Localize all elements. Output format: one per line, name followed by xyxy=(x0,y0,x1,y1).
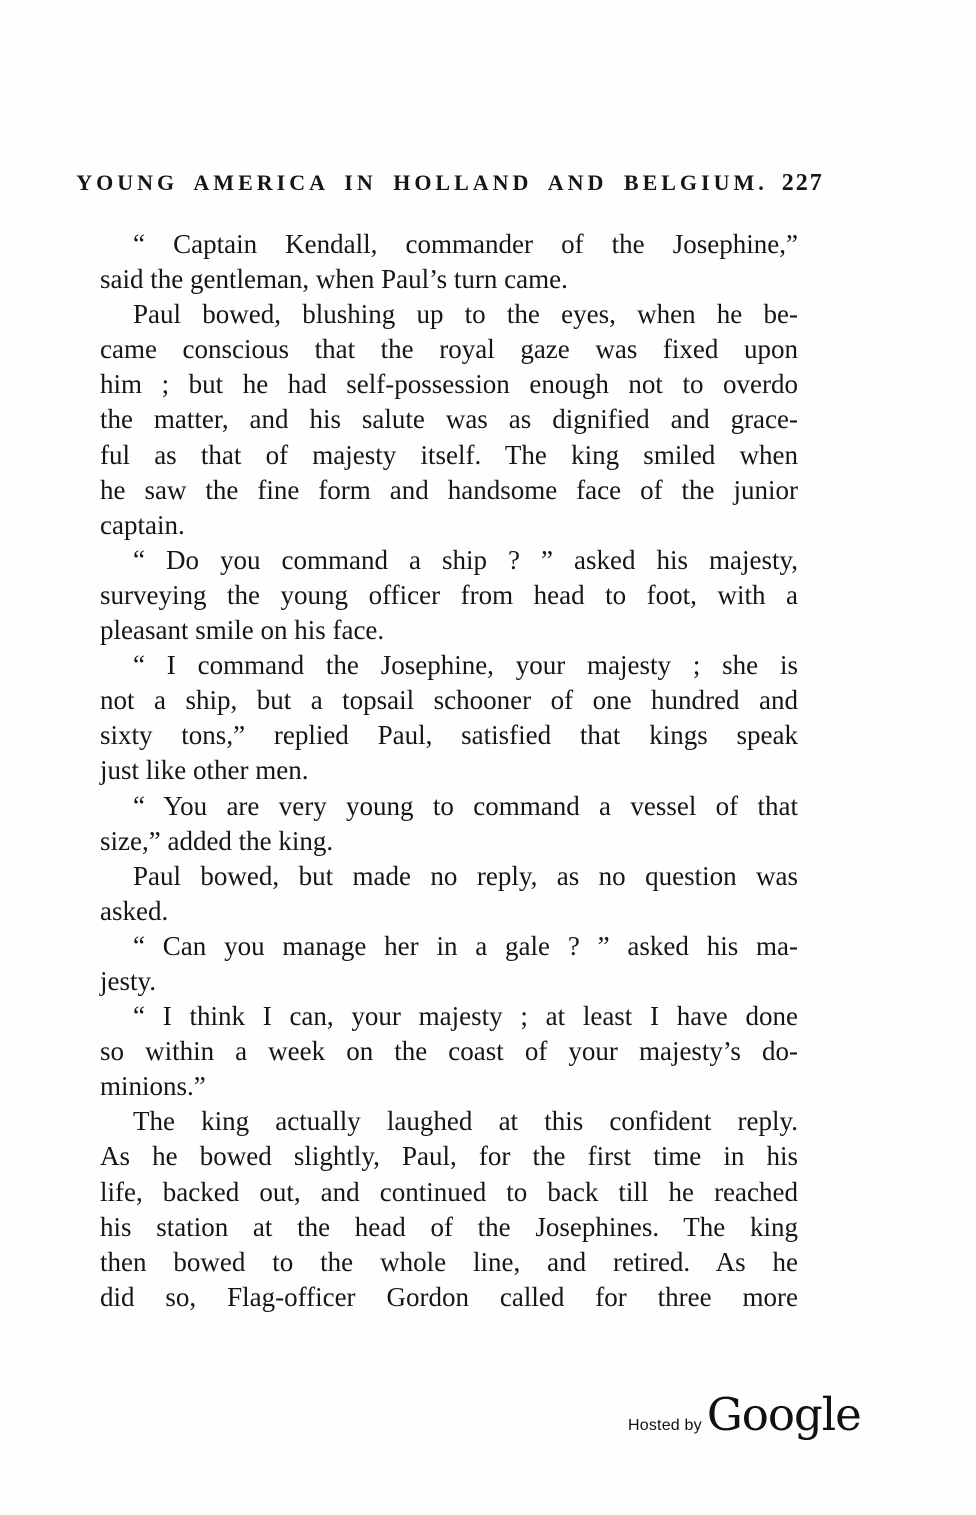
text-line: “ I think I can, your majesty ; at least I have done xyxy=(133,1001,798,1032)
text-line: The king actually laughed at this confident reply. xyxy=(133,1106,798,1137)
text-line: “ You are very young to command a vessel of that xyxy=(133,790,798,821)
page-text xyxy=(100,227,798,1315)
text-line: not a ship, but a topsail schooner of one hundred and xyxy=(100,685,798,716)
text-line: he saw the fine form and handsome face of the junior xyxy=(100,474,798,505)
text-line: came conscious that the royal gaze was fixed upon xyxy=(100,334,798,365)
text-line: “ Can you manage her in a gale ? ” asked his ma- xyxy=(133,930,798,961)
text-line: the matter, and his salute was as dignified and grace- xyxy=(100,404,798,435)
text-line: sixty tons,” replied Paul, satisfied that kings speak xyxy=(100,720,798,751)
text-line: “ Captain Kendall, commander of the Josephine,” xyxy=(133,229,798,259)
text-line: life, backed out, and continued to back till he reached xyxy=(100,1176,798,1207)
text-line: As he bowed slightly, Paul, for the first time in his xyxy=(100,1141,798,1172)
text-line: then bowed to the whole line, and retired. As he xyxy=(100,1246,798,1277)
text-line: pleasant smile on his face. xyxy=(100,615,385,646)
text-line: his station at the head of the Josephines. The king xyxy=(100,1211,798,1242)
text-line: captain. xyxy=(100,509,185,540)
google-logo: Google xyxy=(706,1388,861,1441)
text-line: Paul bowed, but made no reply, as no question was xyxy=(133,860,798,891)
text-line: jesty. xyxy=(100,965,156,996)
text-line: ful as that of majesty itself. The king smiled when xyxy=(100,439,798,470)
text-line: did so, Flag-officer Gordon called for three more xyxy=(100,1281,798,1312)
page-number: 227 xyxy=(781,170,824,196)
text-line: so within a week on the coast of your majesty’s do- xyxy=(100,1036,798,1067)
running-head-title: YOUNG AMERICA IN HOLLAND AND BELGIUM. xyxy=(76,170,768,195)
text-line: “ Do you command a ship ? ” asked his majesty, xyxy=(133,544,798,575)
hosted-by-label: Hosted by xyxy=(628,1417,702,1434)
running-head xyxy=(76,170,824,197)
text-line: him ; but he had self-possession enough not to overdo xyxy=(100,369,798,400)
text-line: size,” added the king. xyxy=(100,825,334,856)
text-line: just like other men. xyxy=(100,755,309,786)
text-line: said the gentleman, when Paul’s turn came. xyxy=(100,264,568,295)
google-watermark xyxy=(628,1388,861,1441)
text-line: minions.” xyxy=(100,1071,206,1102)
text-line: surveying the young officer from head to foot, with a xyxy=(100,579,798,610)
text-line: asked. xyxy=(100,895,169,926)
text-line: “ I command the Josephine, your majesty ; she is xyxy=(133,650,798,681)
text-line: Paul bowed, blushing up to the eyes, when he be- xyxy=(133,299,798,330)
